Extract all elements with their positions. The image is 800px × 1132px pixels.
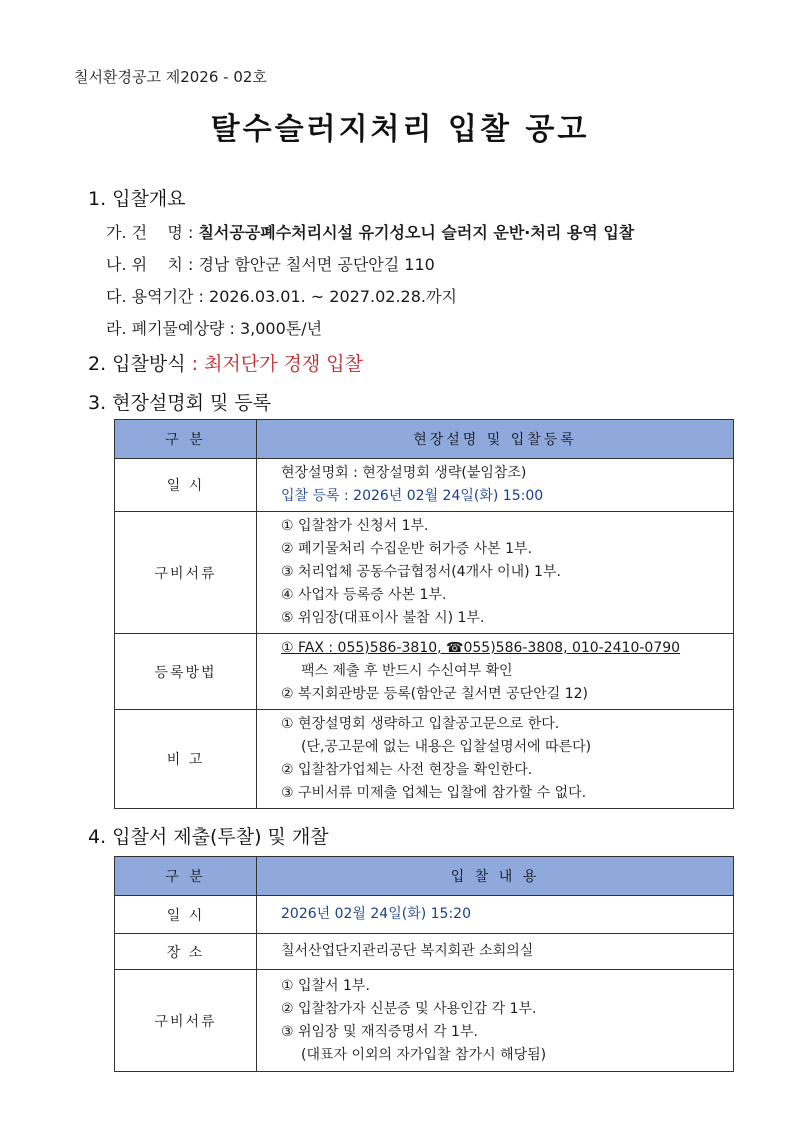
section-4-heading: 4. 입찰서 제출(투찰) 및 개찰	[88, 826, 329, 848]
table-row	[115, 970, 734, 1072]
row-line: 입찰 등록 : 2026년 02월 24일(화) 15:00	[281, 488, 544, 504]
section-3-heading: 3. 현장설명회 및 등록	[88, 392, 272, 414]
row-line: ③ 처리업체 공동수급협정서(4개사 이내) 1부.	[281, 564, 561, 580]
overview-value: 3,000톤/년	[239, 319, 323, 338]
overview-label: 다. 용역기간	[106, 287, 194, 306]
row-line: ① 현장설명회 생략하고 입찰공고문으로 한다.	[281, 716, 560, 732]
overview-label: 나. 위 치	[106, 255, 183, 274]
overview-item-name: 가. 건 명 : 칠서공공폐수처리시설 유기성오니 슬러지 운반·처리 용역 입찰	[106, 223, 635, 242]
overview-label: 라. 폐기물예상량	[106, 319, 225, 338]
row-line: ③ 위임장 및 재직증명서 각 1부.	[281, 1023, 478, 1040]
row-label: 구비서류	[115, 970, 257, 1072]
row-line: 팩스 제출 후 반드시 수신여부 확인	[301, 663, 513, 679]
row-line: ⑤ 위임장(대표이사 불참 시) 1부.	[281, 610, 485, 626]
table-header-content: 입 찰 내 용	[257, 857, 734, 896]
table-header-row	[115, 420, 734, 459]
row-line: 칠서산업단지관리공단 복지회관 소회의실	[257, 934, 734, 970]
overview-item-location: 나. 위 치 : 경남 함안군 칠서면 공단안길 110	[106, 255, 435, 274]
row-line: ① FAX : 055)586-3810, ☎055)586-3808, 010-2410-0790	[281, 640, 681, 656]
row-label: 일 시	[115, 459, 257, 512]
table-header-category: 구 분	[115, 420, 257, 459]
row-line: ① 입찰서 1부.	[281, 977, 370, 994]
table-header-content: 현장설명 및 입찰등록	[257, 420, 734, 459]
row-line: ① 입찰참가 신청서 1부.	[281, 518, 429, 534]
table-header-row	[115, 857, 734, 896]
overview-value: 칠서공공폐수처리시설 유기성오니 슬러지 운반·처리 용역 입찰	[198, 223, 635, 242]
row-label: 구비서류	[115, 512, 257, 634]
overview-label: 가. 건 명	[106, 223, 183, 242]
row-line: (단,공고문에 없는 내용은 입찰설명서에 따른다)	[301, 739, 592, 755]
bid-submission-table	[114, 856, 734, 1072]
row-line: ② 복지회관방문 등록(함안군 칠서면 공단안길 12)	[281, 686, 588, 702]
section-2-title: 2. 입찰방식	[88, 353, 186, 375]
document-number: 칠서환경공고 제2026 - 02호	[74, 68, 267, 86]
row-line: ② 입찰참가업체는 사전 현장을 확인한다.	[281, 762, 533, 778]
row-label: 등록방법	[115, 634, 257, 710]
row-line: 현장설명회 : 현장설명회 생략(붙임참조)	[281, 465, 527, 481]
row-label: 일 시	[115, 896, 257, 934]
table-row	[115, 934, 734, 970]
row-line: (대표자 이외의 자가입찰 참가시 해당됨)	[301, 1046, 547, 1063]
table-row	[115, 710, 734, 809]
overview-value: 2026.03.01. ~ 2027.02.28.까지	[209, 287, 457, 306]
page-title: 탈수슬러지처리 입찰 공고	[210, 112, 590, 147]
table-row	[115, 459, 734, 512]
row-line: ④ 사업자 등록증 사본 1부.	[281, 587, 447, 603]
site-briefing-table	[114, 419, 734, 809]
bid-method-value: : 최저단가 경쟁 입찰	[191, 353, 363, 375]
row-line: ③ 구비서류 미제출 업체는 입찰에 참가할 수 없다.	[281, 785, 587, 801]
overview-item-volume: 라. 폐기물예상량 : 3,000톤/년	[106, 319, 323, 338]
row-line: ② 폐기물처리 수집운반 허가증 사본 1부.	[281, 541, 533, 557]
row-label: 장 소	[115, 934, 257, 970]
overview-value: 경남 함안군 칠서면 공단안길 110	[198, 255, 435, 274]
section-1-heading: 1. 입찰개요	[88, 188, 186, 210]
row-line: ② 입찰참가자 신분증 및 사용인감 각 1부.	[281, 1000, 537, 1017]
overview-item-period: 다. 용역기간 : 2026.03.01. ~ 2027.02.28.까지	[106, 287, 457, 306]
row-label: 비 고	[115, 710, 257, 809]
row-line: 2026년 02월 24일(화) 15:20	[257, 896, 734, 934]
table-header-category: 구 분	[115, 857, 257, 896]
section-2-heading	[88, 349, 363, 376]
table-row	[115, 896, 734, 934]
table-row	[115, 634, 734, 710]
table-row	[115, 512, 734, 634]
